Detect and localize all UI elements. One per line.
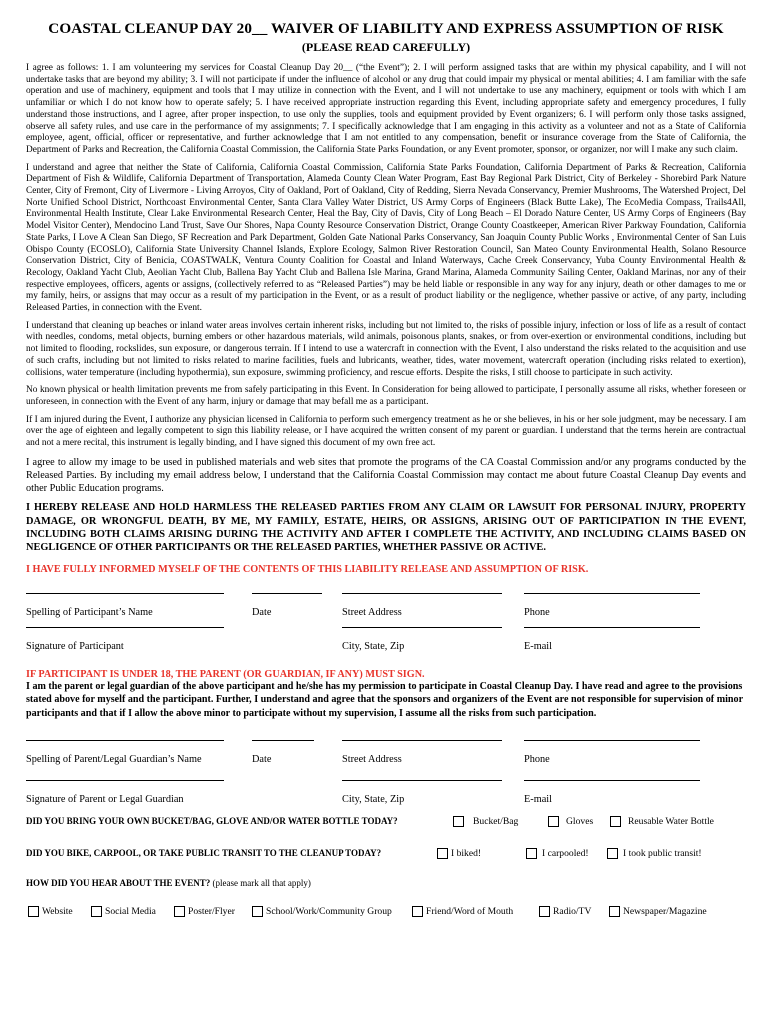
released-parties-paragraph: I understand and agree that neither the State of California, California Coastal Commission, California State Parks Foundation, California Department of Parks & Recreation, California Department of Fish & Wildlife, California Department of Transportation, Alameda County Clean Water Program, East Bay Regional Park District, City of Berkeley - Shorebird Park Nature Center, City of Fremont, City of Livermore - Living Arroyos, City of Oakland, Port of Oakland, City of Redding, Sierra Nevada Conservancy, Premier Mushrooms, The Watershed Project, Del Norte Unified School District, Northcoast Environmental Center, Santa Clara Valley Water District, US Army Corps of Engineers (Black Butte Lake), The EcoMedia Compass, Trails4All, Environmental Health Institute, Clear Lake Environmental Research Center, Heal the Bay, City of Davis, City of Long Beach – El Dorado Nature Center, US Army Corps of Engineers (Bay Model Visitor Center), Mendocino Land Trust, Save Our Shores, Napa County Resource Conservation District, Orange County Coastkeeper, American River Parkway Foundation, California State Parks, I Love A Clean San Diego, SF Recreation and Park Department, Golden Gate National Parks Conservancy, San Joaquin County Public Works , Environmental Center of San Luis Obispo County (ECOSLO), California State University Channel Islands, Explore Ecology, Salmon River Restoration Council, San Mateo County Environmental Health, Solano Resource Conservation District, City of Benicia, COASTWALK, Ventura County Coalition for Coastal and Inland Waterways, Cache Creek Conservancy, Yuba County Environmental Health & Recology, Oakland Yacht Club, Aeolian Yacht Club, Ballena Bay Yacht Club and Ballena Isle Marina, Grand Marina, Alameda Community Sailing Center, Oakland Marinas, nor any of their respective employees, officers, agents or assigns, (collectively referred to as “Released Parties”) may be held liable or responsible in any way for any injury, death or other damages to me or my family, heirs, or assigns that may occur as a result of my participation in the Event, or as a result of product liability or the negligence, whether passive or active, of any party, including Released Parties, in connection with the Event. <box>26 162 746 314</box>
guardian-email-label: E-mail <box>524 793 553 805</box>
participant-name-label: Spelling of Participant’s Name <box>26 607 153 619</box>
guardian-date-line[interactable] <box>252 740 314 741</box>
checkbox[interactable] <box>609 906 620 917</box>
document-subtitle: (PLEASE READ CAREFULLY) <box>301 40 471 54</box>
participant-date-line[interactable] <box>252 593 322 594</box>
guardian-phone-line[interactable] <box>524 740 700 741</box>
participant-email-label: E-mail <box>524 641 553 653</box>
health-paragraph: No known physical or health limitation prevents me from safely participating in this Event. In Consideration for being allowed to participate, I personally assume all risks, whether foreseen or unforeseen, in connection with the Event of any harm, injury or damage that may befall me as a participant. <box>26 385 746 407</box>
option-poster-flyer[interactable]: Poster/Flyer <box>174 906 235 917</box>
checkbox[interactable] <box>437 848 448 859</box>
guardian-row-2 <box>26 780 746 816</box>
checkbox[interactable] <box>412 906 423 917</box>
participant-street-label: Street Address <box>342 607 402 619</box>
guardian-name-line[interactable] <box>26 740 224 741</box>
guardian-row-1 <box>26 740 746 780</box>
option-bucket-bag[interactable]: Bucket/Bag <box>453 816 518 827</box>
participant-row-2 <box>26 627 746 669</box>
participant-signature-label: Signature of Participant <box>26 641 124 653</box>
image-consent-paragraph: I agree to allow my image to be used in published materials and web sites that promote the programs of the CA Coastal Commission and/or any programs conducted by the Released Parties. By including my email address below, I understand that the California Coastal Commission may contact me about future Coastal Cleanup Day events and other Public Education programs. <box>26 456 746 495</box>
guardian-name-label: Spelling of Parent/Legal Guardian’s Name <box>26 753 202 765</box>
under-18-notice: IF PARTICIPANT IS UNDER 18, THE PARENT (OR GUARDIAN, IF ANY) MUST SIGN. <box>26 669 425 681</box>
participant-city-label: City, State, Zip <box>342 641 405 653</box>
hear-about-note: (please mark all that apply) <box>212 877 311 888</box>
guardian-phone-label: Phone <box>524 753 550 765</box>
option-radio-tv[interactable]: Radio/TV <box>539 906 591 917</box>
guardian-signature-line[interactable] <box>26 780 224 781</box>
guardian-statement: I am the parent or legal guardian of the above participant and he/she has my permission to participate in Coastal Cleanup Day. I have read and agree to the provisions stated above for myself and the participant. Further, I understand and agree that the sponsors and organizers of the Event are not responsible for supervision of minor participants and that if I allow the above minor to participate without my supervision, I assume all the risks from such participation. <box>26 681 743 719</box>
option-public-transit[interactable]: I took public transit! <box>607 848 702 859</box>
option-newspaper-magazine[interactable]: Newspaper/Magazine <box>609 906 707 917</box>
waiver-page <box>26 20 746 916</box>
checkbox[interactable] <box>607 848 618 859</box>
checkbox[interactable] <box>453 816 464 827</box>
risks-paragraph: I understand that cleaning up beaches or inland water areas involves certain inherent risks, including but not limited to, the risks of possible injury, infection or loss of life as a result of contact with needles, condoms, metal objects, burning embers or other hazardous materials, wild animals, poisonous plants, snakes, or from over-exertion or environmental conditions, including but not limited to flooding, rockslides, sun exposure, or dangerous terrain. If I intend to use a watercraft in connection with the Event, I also understand the risks related to the acquisition and use of such crafts, including but not limited to risks related to marine facilities, fuels and lubricants, weather, tides, water movement, watercraft operation (including risks related to exertion), collisions, water temperature (including hypothermia), sun exposure, swimming proficiency, and rescue efforts. Despite the risks, I still choose to participate in such activity. <box>26 320 746 378</box>
checkbox[interactable] <box>91 906 102 917</box>
checkbox[interactable] <box>526 848 537 859</box>
participant-email-line[interactable] <box>524 627 700 628</box>
guardian-signature-label: Signature of Parent or Legal Guardian <box>26 793 184 805</box>
checkbox[interactable] <box>548 816 559 827</box>
option-biked[interactable]: I biked! <box>437 848 481 859</box>
option-reusable-bottle[interactable]: Reusable Water Bottle <box>610 816 714 827</box>
participant-city-line[interactable] <box>342 627 502 628</box>
guardian-street-label: Street Address <box>342 753 402 765</box>
option-carpooled[interactable]: I carpooled! <box>526 848 589 859</box>
option-website[interactable]: Website <box>28 906 73 917</box>
informed-statement: I HAVE FULLY INFORMED MYSELF OF THE CONTENTS OF THIS LIABILITY RELEASE AND ASSUMPTION OF RISK. <box>26 564 589 576</box>
release-paragraph: I HEREBY RELEASE AND HOLD HARMLESS THE RELEASED PARTIES FROM ANY CLAIM OR LAWSUIT FOR PERSONAL INJURY, PROPERTY DAMAGE, OR WRONGFUL DEATH, BY ME, MY FAMILY, ESTATE, HEIRS, OR ASSIGNS, ARISING OUT OF PARTICIPATION IN THE EVENT, INCLUDING BOTH CLAIMS ARISING DURING THE ACTIVITY AND AFTER I COMPLETE THE ACTIVITY, AND INCLUDING CLAIMS BASED ON NEGLIGENCE OF OTHER PARTICIPANTS OR THE RELEASED PARTIES, WHETHER PASSIVE OR ACTIVE. <box>26 502 746 554</box>
guardian-city-line[interactable] <box>342 780 502 781</box>
participant-street-line[interactable] <box>342 593 502 594</box>
checkbox[interactable] <box>539 906 550 917</box>
transport-question: DID YOU BIKE, CARPOOL, OR TAKE PUBLIC TRANSIT TO THE CLEANUP TODAY? <box>26 847 382 858</box>
participant-phone-line[interactable] <box>524 593 700 594</box>
injury-paragraph: If I am injured during the Event, I authorize any physician licensed in California to perform such emergency treatment as he or she believes, in his or her sole judgment, may be necessary. I am over the age of eighteen and legally competent to sign this liability release, or I have acquired the written consent of my parent or guardian. I understand that the terms herein are contractual and not a mere recital, this instrument is legally binding, and I have signed this document of my own free act. <box>26 414 746 449</box>
option-social-media[interactable]: Social Media <box>91 906 156 917</box>
participant-date-label: Date <box>252 607 272 619</box>
bring-own-question: DID YOU BRING YOUR OWN BUCKET/BAG, GLOVE AND/OR WATER BOTTLE TODAY? <box>26 815 398 826</box>
checkbox[interactable] <box>174 906 185 917</box>
guardian-date-label: Date <box>252 753 272 765</box>
participant-signature-line[interactable] <box>26 627 224 628</box>
checkbox[interactable] <box>610 816 621 827</box>
guardian-street-line[interactable] <box>342 740 502 741</box>
hear-about-question: HOW DID YOU HEAR ABOUT THE EVENT? (please mark all that apply) <box>26 877 311 888</box>
option-gloves[interactable]: Gloves <box>548 816 593 827</box>
document-title: COASTAL CLEANUP DAY 20__ WAIVER OF LIABILITY AND EXPRESS ASSUMPTION OF RISK <box>48 20 724 37</box>
participant-phone-label: Phone <box>524 607 550 619</box>
option-school-work-group[interactable]: School/Work/Community Group <box>252 906 392 917</box>
participant-row-1 <box>26 593 746 627</box>
option-friend-word-of-mouth[interactable]: Friend/Word of Mouth <box>412 906 513 917</box>
participant-name-line[interactable] <box>26 593 224 594</box>
checkbox[interactable] <box>252 906 263 917</box>
agreement-paragraph: I agree as follows: 1. I am volunteering my services for Coastal Cleanup Day 20__ (“the Event”); 2. I will perform assigned tasks that are within my physical capability, and I will not undertake tasks that are beyond my ability; 3. I will not participate if under the influence of alcohol or any drug that could impair my physical or mental abilities; 4. I am familiar with the safe operation and use of machinery, equipment and tools that I may utilize in connection with the Event, and I will not undertake to use any machinery, equipment or tools with which I am unfamiliar or which I do not know how to operate safely; 5. I have received appropriate instruction regarding this Event, including appropriate safety and emergency procedures, I fully understand those instructions, and I agree, after proper inspection, to use only the supplies, tools and equipment provided by Event organizers; 6. I will perform only those tasks assigned, observe all safety rules, and use care in the performance of my assignments; 7. I specifically acknowledge that I am engaging in this activity as a volunteer and not as a State of California employee, agent, official, officer or representative, and further acknowledge that I am not entitled to any compensation, benefit or insurance coverage from the State of California, the Department of Parks and Recreation, the California Coastal Commission, the California State Parks Foundation, or any Event promoter, sponsor, or organizer, nor will I make any such claim. <box>26 63 746 155</box>
guardian-city-label: City, State, Zip <box>342 793 405 805</box>
checkbox[interactable] <box>28 906 39 917</box>
guardian-email-line[interactable] <box>524 780 700 781</box>
survey-section <box>26 816 746 916</box>
